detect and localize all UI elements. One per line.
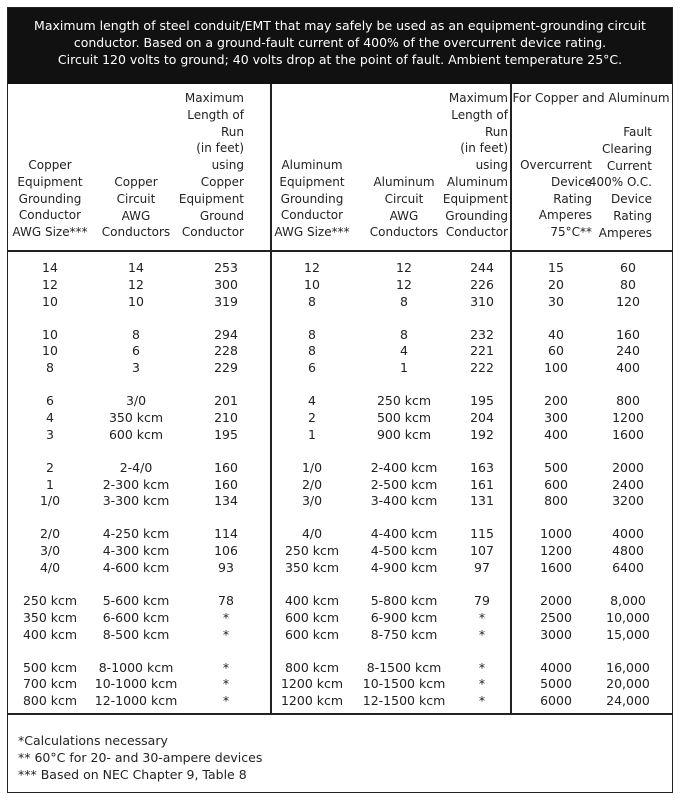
- copper-length-cell: 210: [214, 410, 238, 425]
- aluminum-grounding-cell: 6: [308, 360, 316, 376]
- copper-grounding-cell: 10: [42, 326, 58, 342]
- copper-length-cell: *: [222, 609, 230, 625]
- aluminum-grounding-cell: 400 kcm: [284, 593, 340, 608]
- copper-circuit-cell: 600 kcm: [108, 426, 164, 442]
- aluminum-length-cell: 232: [470, 326, 494, 342]
- fault-clearing-cell: 800: [616, 393, 640, 409]
- aluminum-circuit-cell: 4-500 kcm: [370, 543, 438, 559]
- header-copper-grounding: Copper Equipment Grounding Conductor AWG Size***: [12, 158, 88, 240]
- header-aluminum-grounding: Aluminum Equipment Grounding Conductor AWG Size***: [274, 158, 350, 240]
- copper-circuit-cell: 4-300 kcm: [102, 543, 170, 559]
- copper-length-cell: 201: [214, 393, 238, 409]
- copper-length-cell: 78: [218, 593, 234, 608]
- aluminum-length-cell: 131: [470, 493, 494, 509]
- aluminum-grounding-cell: 8: [308, 326, 316, 342]
- header-fault-clearing: Fault Clearing Current 400% O.C. Device Rating Amperes: [588, 125, 652, 240]
- copper-length-cell: *: [222, 676, 230, 692]
- copper-grounding-cell: 400 kcm: [22, 626, 78, 642]
- aluminum-circuit-cell: 250 kcm: [376, 393, 432, 409]
- aluminum-length-cell: 221: [470, 343, 494, 359]
- aluminum-grounding-cell: 2: [308, 410, 316, 425]
- footnotes: [18, 732, 262, 783]
- copper-length-cell: 114: [214, 526, 238, 542]
- table-title-banner: [8, 8, 672, 84]
- copper-grounding-cell: 14: [42, 260, 58, 275]
- header-copper-circuit: Copper Circuit AWG Conductors: [101, 175, 171, 240]
- fault-clearing-cell: 10,000: [606, 609, 650, 625]
- header-aluminum-max-length: Maximum Length of Run (in feet) using Aluminum Equipment Grounding Conductor: [442, 91, 508, 240]
- copper-grounding-cell: 8: [46, 360, 54, 376]
- overcurrent-cell: 500: [544, 459, 568, 475]
- copper-circuit-cell: 6-600 kcm: [102, 609, 170, 625]
- overcurrent-cell: 30: [548, 293, 564, 309]
- aluminum-circuit-cell: 4-400 kcm: [370, 526, 438, 542]
- copper-grounding-cell: 4/0: [39, 560, 61, 575]
- aluminum-circuit-cell: 8: [400, 293, 408, 309]
- copper-length-cell: *: [222, 626, 230, 642]
- overcurrent-cell: 6000: [540, 693, 572, 709]
- aluminum-circuit-cell: 8: [400, 326, 408, 342]
- fault-clearing-cell: 2000: [612, 459, 644, 475]
- copper-grounding-cell: 3: [46, 426, 54, 442]
- aluminum-grounding-cell: 600 kcm: [284, 626, 340, 642]
- title-line: Circuit 120 volts to ground; 40 volts drop at the point of fault. Ambient temperature 25°C.: [57, 52, 623, 67]
- copper-grounding-cell: 700 kcm: [22, 676, 78, 692]
- copper-circuit-cell: 10: [128, 293, 144, 309]
- aluminum-length-cell: 204: [470, 410, 494, 425]
- aluminum-circuit-cell: 2-400 kcm: [370, 459, 438, 475]
- fault-clearing-cell: 16,000: [606, 659, 650, 675]
- footnote: *** Based on NEC Chapter 9, Table 8: [18, 767, 247, 782]
- overcurrent-cell: 5000: [540, 676, 572, 692]
- fault-clearing-cell: 6400: [612, 560, 644, 575]
- aluminum-length-cell: 244: [470, 260, 494, 275]
- aluminum-circuit-cell: 12: [396, 260, 412, 275]
- copper-grounding-cell: 250 kcm: [22, 593, 78, 608]
- copper-length-cell: 319: [214, 293, 238, 309]
- aluminum-length-cell: 192: [470, 426, 494, 442]
- copper-circuit-cell: 3/0: [125, 393, 147, 409]
- fault-clearing-cell: 4800: [612, 543, 644, 559]
- fault-clearing-cell: 1600: [612, 426, 644, 442]
- header-copper-max-length: Maximum Length of Run (in feet) using Copper Equipment Ground Conductor: [178, 91, 244, 240]
- aluminum-length-cell: 79: [474, 593, 490, 608]
- aluminum-circuit-cell: 12: [396, 276, 412, 292]
- aluminum-shared-divider: [510, 84, 512, 714]
- overcurrent-cell: 1200: [540, 543, 572, 559]
- fault-clearing-cell: 20,000: [606, 676, 650, 692]
- aluminum-grounding-cell: 10: [304, 276, 320, 292]
- fault-clearing-cell: 4000: [612, 526, 644, 542]
- aluminum-length-cell: *: [478, 609, 486, 625]
- copper-circuit-cell: 8-500 kcm: [102, 626, 170, 642]
- copper-circuit-cell: 3: [132, 360, 140, 376]
- aluminum-length-cell: 163: [470, 459, 494, 475]
- aluminum-circuit-cell: 900 kcm: [376, 426, 432, 442]
- title-line: conductor. Based on a ground-fault current of 400% of the overcurrent device rating.: [73, 35, 607, 50]
- copper-circuit-cell: 5-600 kcm: [102, 593, 170, 608]
- copper-grounding-cell: 500 kcm: [22, 659, 78, 675]
- fault-clearing-cell: 8,000: [610, 593, 646, 608]
- overcurrent-cell: 15: [548, 260, 564, 275]
- copper-length-cell: 294: [214, 326, 238, 342]
- copper-grounding-cell: 4: [46, 410, 54, 425]
- copper-circuit-cell: 12-1000 kcm: [94, 693, 178, 709]
- header-overcurrent: Overcurrent Device Rating Amperes 75°C**: [520, 158, 592, 240]
- aluminum-circuit-cell: 8-1500 kcm: [366, 659, 442, 675]
- overcurrent-cell: 100: [544, 360, 568, 376]
- copper-grounding-cell: 6: [46, 393, 54, 409]
- aluminum-grounding-cell: 8: [308, 343, 316, 359]
- overcurrent-cell: 4000: [540, 659, 572, 675]
- aluminum-length-cell: 310: [470, 293, 494, 309]
- aluminum-length-cell: 222: [470, 360, 494, 376]
- fault-clearing-cell: 1200: [612, 410, 644, 425]
- fault-clearing-cell: 80: [620, 276, 636, 292]
- aluminum-circuit-cell: 3-400 kcm: [370, 493, 438, 509]
- footnote: ** 60°C for 20- and 30-ampere devices: [18, 750, 263, 765]
- aluminum-grounding-cell: 8: [308, 293, 316, 309]
- copper-length-cell: 300: [214, 276, 238, 292]
- overcurrent-cell: 400: [544, 426, 568, 442]
- copper-circuit-cell: 6: [132, 343, 140, 359]
- aluminum-circuit-cell: 8-750 kcm: [370, 626, 438, 642]
- copper-circuit-cell: 350 kcm: [108, 410, 164, 425]
- copper-grounding-cell: 2/0: [39, 526, 61, 542]
- copper-grounding-cell: 1: [46, 476, 54, 492]
- overcurrent-cell: 1000: [540, 526, 572, 542]
- overcurrent-cell: 1600: [540, 560, 572, 575]
- aluminum-length-cell: 115: [470, 526, 494, 542]
- copper-length-cell: 93: [218, 560, 234, 575]
- copper-circuit-cell: 2-300 kcm: [102, 476, 170, 492]
- copper-grounding-cell: 1/0: [39, 493, 61, 509]
- overcurrent-cell: 2500: [540, 609, 572, 625]
- copper-circuit-cell: 12: [128, 276, 144, 292]
- copper-length-cell: 229: [214, 360, 238, 376]
- copper-circuit-cell: 4-600 kcm: [102, 560, 170, 575]
- footer-divider: [8, 713, 672, 715]
- aluminum-length-cell: *: [478, 676, 486, 692]
- overcurrent-cell: 200: [544, 393, 568, 409]
- aluminum-circuit-cell: 12-1500 kcm: [362, 693, 446, 709]
- aluminum-grounding-cell: 250 kcm: [284, 543, 340, 559]
- aluminum-circuit-cell: 10-1500 kcm: [362, 676, 446, 692]
- copper-grounding-cell: 2: [46, 459, 54, 475]
- overcurrent-cell: 800: [544, 493, 568, 509]
- aluminum-length-cell: 107: [470, 543, 494, 559]
- copper-length-cell: 134: [214, 493, 238, 509]
- aluminum-length-cell: *: [478, 659, 486, 675]
- copper-grounding-cell: 10: [42, 343, 58, 359]
- aluminum-circuit-cell: 1: [400, 360, 408, 376]
- copper-aluminum-divider: [270, 84, 272, 714]
- copper-length-cell: *: [222, 693, 230, 709]
- aluminum-grounding-cell: 4: [308, 393, 316, 409]
- copper-length-cell: *: [222, 659, 230, 675]
- conduit-table: [7, 7, 673, 793]
- aluminum-grounding-cell: 1/0: [301, 459, 323, 475]
- aluminum-length-cell: 161: [470, 476, 494, 492]
- aluminum-circuit-cell: 500 kcm: [376, 410, 432, 425]
- copper-length-cell: 160: [214, 476, 238, 492]
- aluminum-circuit-cell: 2-500 kcm: [370, 476, 438, 492]
- aluminum-length-cell: 97: [474, 560, 490, 575]
- fault-clearing-cell: 240: [616, 343, 640, 359]
- overcurrent-cell: 600: [544, 476, 568, 492]
- footnote: *Calculations necessary: [18, 733, 168, 748]
- overcurrent-cell: 3000: [540, 626, 572, 642]
- aluminum-circuit-cell: 6-900 kcm: [370, 609, 438, 625]
- copper-circuit-cell: 8: [132, 326, 140, 342]
- header-divider: [8, 250, 672, 252]
- header-group-label: For Copper and Aluminum: [512, 91, 670, 105]
- copper-circuit-cell: 10-1000 kcm: [94, 676, 178, 692]
- fault-clearing-cell: 160: [616, 326, 640, 342]
- copper-circuit-cell: 2-4/0: [119, 459, 153, 475]
- copper-grounding-cell: 3/0: [39, 543, 61, 559]
- aluminum-grounding-cell: 800 kcm: [284, 659, 340, 675]
- overcurrent-cell: 300: [544, 410, 568, 425]
- aluminum-length-cell: 226: [470, 276, 494, 292]
- copper-grounding-cell: 350 kcm: [22, 609, 78, 625]
- overcurrent-cell: 60: [548, 343, 564, 359]
- aluminum-grounding-cell: 4/0: [301, 526, 323, 542]
- aluminum-length-cell: *: [478, 693, 486, 709]
- aluminum-length-cell: *: [478, 626, 486, 642]
- copper-circuit-cell: 4-250 kcm: [102, 526, 170, 542]
- copper-length-cell: 106: [214, 543, 238, 559]
- aluminum-grounding-cell: 600 kcm: [284, 609, 340, 625]
- fault-clearing-cell: 15,000: [606, 626, 650, 642]
- title-line: Maximum length of steel conduit/EMT that may safely be used as an equipment-grounding circuit: [34, 18, 646, 33]
- aluminum-grounding-cell: 1200 kcm: [280, 693, 344, 709]
- copper-circuit-cell: 3-300 kcm: [102, 493, 170, 509]
- copper-length-cell: 160: [214, 459, 238, 475]
- aluminum-grounding-cell: 2/0: [301, 476, 323, 492]
- copper-length-cell: 253: [214, 260, 238, 275]
- aluminum-grounding-cell: 1200 kcm: [280, 676, 344, 692]
- fault-clearing-cell: 3200: [612, 493, 644, 509]
- aluminum-length-cell: 195: [470, 393, 494, 409]
- copper-circuit-cell: 8-1000 kcm: [98, 659, 174, 675]
- aluminum-grounding-cell: 350 kcm: [284, 560, 340, 575]
- aluminum-grounding-cell: 1: [308, 426, 316, 442]
- copper-grounding-cell: 10: [42, 293, 58, 309]
- aluminum-circuit-cell: 4: [400, 343, 408, 359]
- copper-length-cell: 195: [214, 426, 238, 442]
- copper-circuit-cell: 14: [128, 260, 144, 275]
- fault-clearing-cell: 400: [616, 360, 640, 376]
- overcurrent-cell: 2000: [540, 593, 572, 608]
- fault-clearing-cell: 24,000: [606, 693, 650, 709]
- aluminum-circuit-cell: 4-900 kcm: [370, 560, 438, 575]
- overcurrent-cell: 20: [548, 276, 564, 292]
- aluminum-grounding-cell: 12: [304, 260, 320, 275]
- header-aluminum-circuit: Aluminum Circuit AWG Conductors: [369, 175, 439, 240]
- copper-grounding-cell: 800 kcm: [22, 693, 78, 709]
- copper-length-cell: 228: [214, 343, 238, 359]
- fault-clearing-cell: 120: [616, 293, 640, 309]
- copper-grounding-cell: 12: [42, 276, 58, 292]
- aluminum-circuit-cell: 5-800 kcm: [370, 593, 438, 608]
- overcurrent-cell: 40: [548, 326, 564, 342]
- fault-clearing-cell: 2400: [612, 476, 644, 492]
- fault-clearing-cell: 60: [620, 260, 636, 275]
- aluminum-grounding-cell: 3/0: [301, 493, 323, 509]
